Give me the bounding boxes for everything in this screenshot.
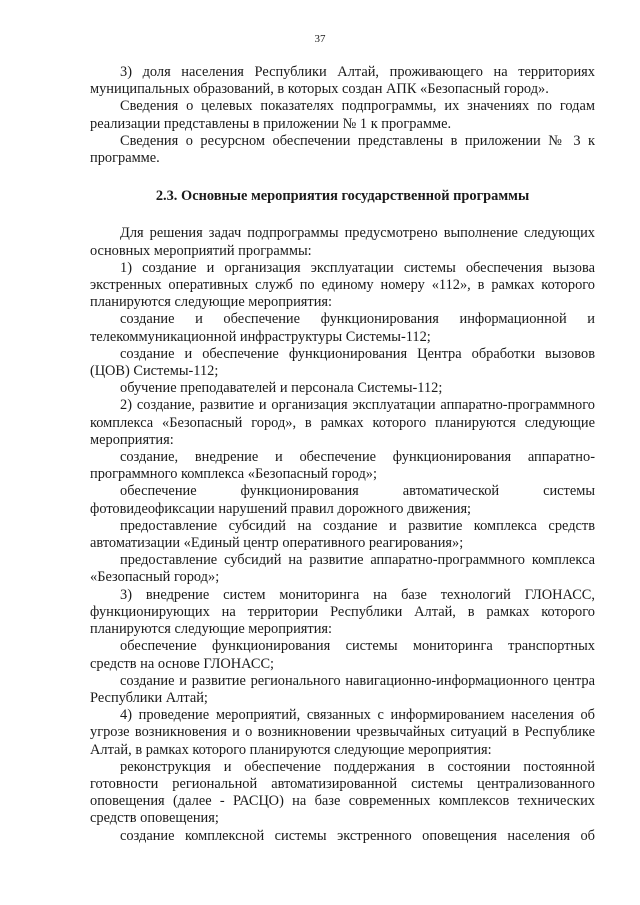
list-item: 3) внедрение систем мониторинга на базе технологий ГЛОНАСС, функционирующих на территории Республики Алтай, в рамках которого планируются следующие мероприятия: xyxy=(90,586,595,638)
list-item: предоставление субсидий на создание и развитие комплекса средств автоматизации «Единый центр оперативного реагирования»; xyxy=(90,517,595,552)
paragraph: Сведения о целевых показателях подпрограммы, их значениях по годам реализации представлены в приложении № 1 к программе. xyxy=(90,98,595,132)
list-item: 4) проведение мероприятий, связанных с информированием населения об угрозе возникновения и о возникновении чрезвычайных ситуаций в Республике Алтай, в рамках которого планируются следующие мероприятия: xyxy=(90,707,595,758)
list-item: 1) создание и организация эксплуатации системы обеспечения вызова экстренных оперативных служб по единому номеру «112», в рамках которого планируются следующие мероприятия: xyxy=(90,259,595,311)
list-item: предоставление субсидий на развитие аппаратно-программного комплекса «Безопасный город»; xyxy=(90,552,595,586)
paragraph: Для решения задач подпрограммы предусмотрено выполнение следующих основных мероприятий программы: xyxy=(90,225,595,259)
paragraph: Сведения о ресурсном обеспечении представлены в приложении № 3 к программе. xyxy=(90,132,595,167)
list-item: обучение преподавателей и персонала Системы-112; xyxy=(120,380,443,397)
paragraph: 3) доля населения Республики Алтай, проживающего на территориях муниципальных образований, в которых создан АПК «Безопасный город». xyxy=(90,64,595,98)
list-item: обеспечение функционирования системы мониторинга транспортных средств на основе ГЛОНАСС; xyxy=(90,638,595,672)
list-item: создание, внедрение и обеспечение функционирования аппаратно-программного комплекса «Безопасный город»; xyxy=(90,449,595,483)
list-item: создание и обеспечение функционирования информационной и телекоммуникационной инфраструктуры Системы-112; xyxy=(90,311,595,345)
page-number: 37 xyxy=(314,33,326,45)
list-item: создание и развитие регионального навигационно-информационного центра Республики Алтай; xyxy=(90,672,595,706)
list-item: 2) создание, развитие и организация эксплуатации аппаратно-программного комплекса «Безопасный город», в рамках которого планируются следующие мероприятия: xyxy=(90,397,595,448)
document-body xyxy=(90,64,595,845)
section-heading: 2.3. Основные мероприятия государственной программы xyxy=(155,188,530,205)
list-item: обеспечение функционирования автоматической системы фотовидеофиксации нарушений правил дорожного движения; xyxy=(90,483,595,517)
list-item: реконструкция и обеспечение поддержания в состоянии постоянной готовности региональной автоматизированной системы централизованного оповещения (далее - РАСЦО) на базе современных комплексов технических средств оповещения; xyxy=(90,758,595,827)
list-item: создание и обеспечение функционирования Центра обработки вызовов (ЦОВ) Системы-112; xyxy=(90,345,595,380)
list-item: создание комплексной системы экстренного оповещения населения об xyxy=(120,827,595,844)
